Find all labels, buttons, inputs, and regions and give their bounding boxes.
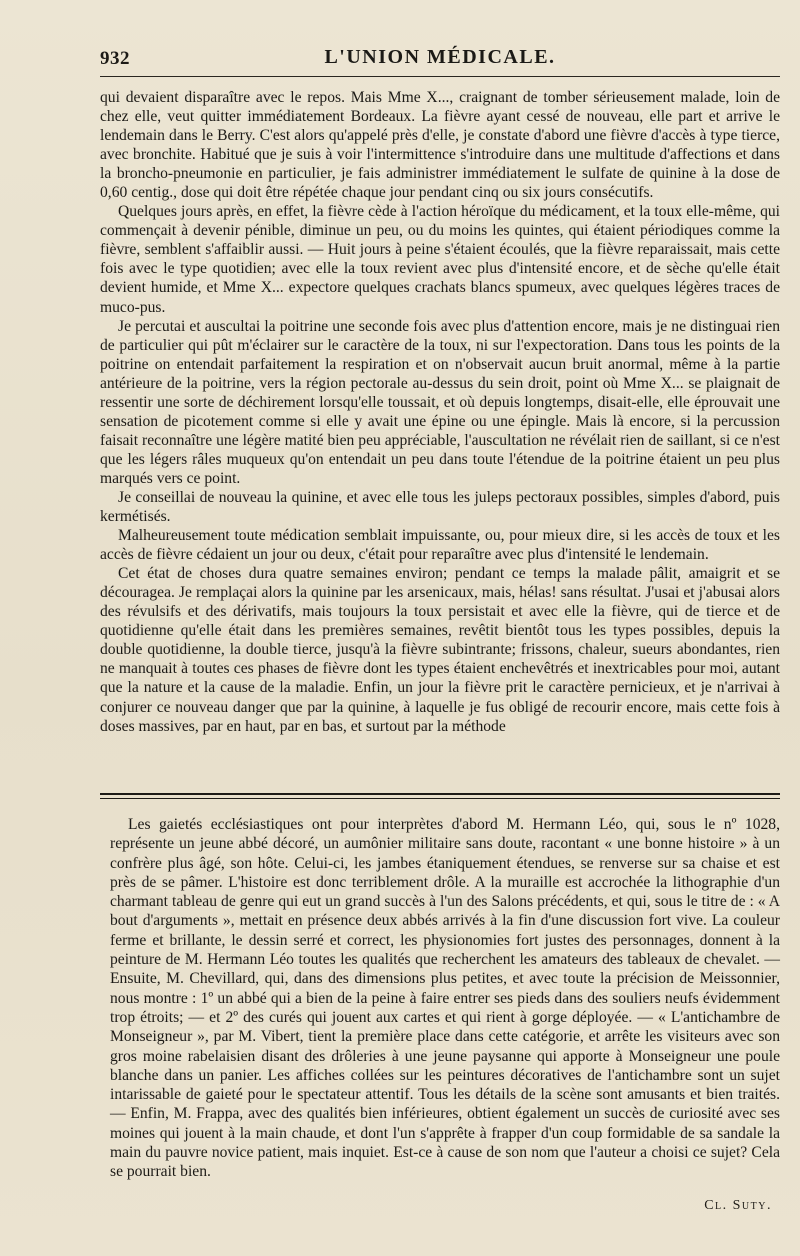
article-paragraph: Quelques jours après, en effet, la fièvre cède à l'action héroïque du médicament, et la toux elle-même, qui commençait à devenir pénible, diminue un peu, ou du moins les quintes, qui étaient périodiques comme la fièvre, semblent s'affaiblir aussi. — Huit jours à peine s'étaient écoulés, que la fièvre reparaissait, mais cette fois avec le type quotidien; avec elle la toux revient avec plus d'intensité encore, et de sèche qu'elle était devient humide, et Mme X... expectore quelques crachats blancs spumeux, avec quelques légères traces de muco-pus.	[100, 203, 780, 316]
feuilleton-separator	[100, 793, 780, 799]
header-rule	[100, 76, 780, 77]
article-paragraph: Je percutai et auscultai la poitrine une seconde fois avec plus d'attention encore, mais je ne distinguai rien de particulier qui pût m'éclairer sur le caractère de la toux, ni sur l'expectoration. Dans tous les points de la poitrine on entendait parfaitement la respiration et on n'observait aucun bruit anormal, même à la partie antérieure de la poitrine, vers la région pectorale au-dessus du sein droit, point où Mme X... se plaignait de ressentir une sorte de déchirement lorsqu'elle toussait, et où depuis longtemps, disait-elle, elle éprouvait une sensation de picotement comme si elle y avait une épine ou une épingle. Mais là encore, si la percussion faisait reconnaître une légère matité bien peu appréciable, l'auscultation ne révélait rien de saillant, si ce n'est que les légers râles muqueux qu'on entendait un peu dans toute l'étendue de la poitrine étaient un peu plus marqués vers ce point.	[100, 317, 780, 487]
article-paragraph: Je conseillai de nouveau la quinine, et avec elle tous les juleps pectoraux possibles, simples d'abord, puis kermétisés.	[100, 488, 780, 526]
feuilleton-paragraph: Les gaietés ecclésiastiques ont pour interprètes d'abord M. Hermann Léo, qui, sous le nº 1028, représente un jeune abbé décoré, un aumônier militaire sans doute, racontant « une bonne histoire » à un confrère plus âgé, son hôte. Celui-ci, les jambes étaniquement étendues, se renverse sur sa chaise et est près de se pâmer. L'histoire est donc terriblement drôle. A la muraille est accrochée la lithographie d'un charmant tableau de genre qui eut un grand succès à l'un des Salons précédents, et qui, sous le titre de : « A bout d'arguments », mettait en présence deux abbés arrivés à la fin d'une discussion fort vive. La couleur ferme et brillante, le dessin serré et correct, les physionomies fort justes des personnages, donnent à la peinture de M. Hermann Léo toutes les qualités que recherchent les amateurs des tableaux de chevalet. — Ensuite, M. Chevillard, qui, dans des dimensions plus petites, et avec toute la précision de Meissonnier, nous montre : 1º un abbé qui a bien de la peine à faire entrer ses pieds dans des souliers neufs évidemment trop étroits; — et 2º des curés qui jouent aux cartes et qui rient à gorge déployée. — « L'antichambre de Monseigneur », par M. Vibert, tient la première place dans cette catégorie, et arrête les visiteurs avec son gros moine rabelaisien disant des drôleries à une jeune paysanne qui apporte à Monseigneur une poule blanche dans un panier. Les affiches collées sur les peintures décoratives de l'antichambre sont un sujet intarissable de gaieté pour le spectateur attentif. Tous les détails de la scène sont amusants et bien traités. — Enfin, M. Frappa, avec des qualités bien inférieures, obtient également un succès de curiosité avec ses moines qui jouent à la main chaude, et dont l'un s'apprête à frapper d'un coup formidable de sa sandale la main du pauvre novice patient, mais inquiet. Est-ce à cause de son nom que l'auteur a choisi ce sujet? Cela se pourrait bien.	[110, 816, 780, 1181]
page-number: 932	[100, 48, 130, 69]
article-paragraph: Cet état de choses dura quatre semaines environ; pendant ce temps la malade pâlit, amaigrit et se découragea. Je remplaçai alors la quinine par les arsenicaux, mais, hélas! sans résultat. J'usai et j'abusai alors des révulsifs et des dérivatifs, mais toujours la toux persistait et avec elle la fièvre, qui de tierce et de quotidienne qu'elle était dans les premières semaines, revêtit bientôt tous les types possibles, depuis la double quotidienne, la double tierce, jusqu'à la fièvre subintrante; frissons, chaleur, sueurs abondantes, rien ne manquait à toutes ces phases de fièvre dont les types étaient enchevêtrés et inextricables pour moi, autant que la nature et la cause de la maladie. Enfin, un jour la fièvre prit le caractère pernicieux, et je n'arrivai à conjurer ce nouveau danger que par la quinine, à laquelle je fus obligé de recourir encore, mais cette fois à doses massives, par en haut, par en bas, et surtout par la méthode	[100, 565, 780, 735]
journal-title: L'UNION MÉDICALE.	[324, 46, 556, 68]
article-paragraph: Malheureusement toute médication semblait impuissante, ou, pour mieux dire, si les accès de toux et les accès de fièvre cédaient un jour ou deux, c'était pour reparaître avec plus d'intensité le lendemain.	[100, 527, 780, 564]
article-paragraph: qui devaient disparaître avec le repos. Mais Mme X..., craignant de tomber sérieusement malade, loin de chez elle, veut quitter immédiatement Bordeaux. La fièvre ayant cessé de nouveau, elle part et arrive le lendemain dans le Berry. C'est alors qu'appelé près d'elle, je constate d'abord une fièvre d'accès à type tierce, avec bronchite. Habitué que je suis à voir l'intermittence s'introduire dans une multitude d'affections et dans la broncho-pneumonie en particulier, je fais administrer immédiatement le sulfate de quinine à la dose de 0,60 centig., dose qui doit être répétée chaque jour pendant cinq ou six jours consécutifs.	[100, 89, 780, 202]
feuilleton-body	[110, 815, 780, 1182]
page-header	[100, 42, 780, 72]
author-signature: Cl. Suty.	[704, 1198, 772, 1213]
article-body	[100, 88, 780, 736]
